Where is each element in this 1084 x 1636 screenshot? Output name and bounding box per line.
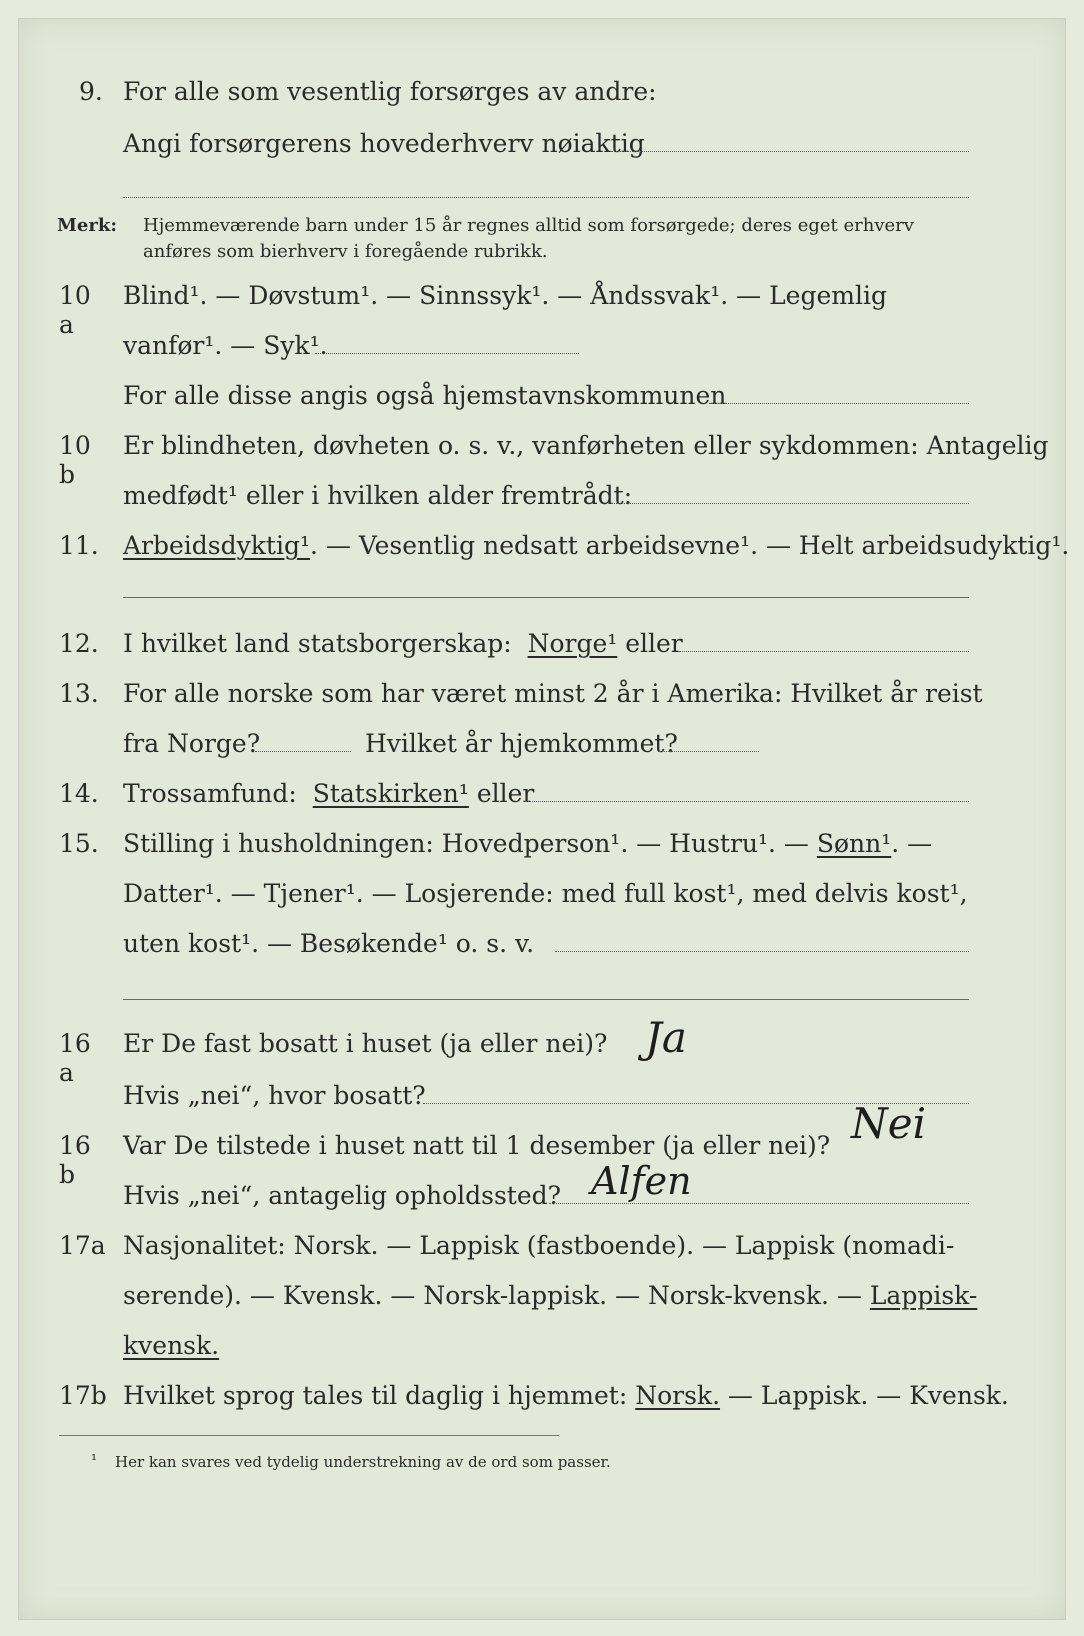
answer-line[interactable] <box>555 951 969 952</box>
question-number: 10 a <box>59 281 91 339</box>
question-text <box>123 531 1069 560</box>
question-number: 16 b <box>59 1131 91 1189</box>
handwritten-answer[interactable]: Nei <box>851 1099 927 1148</box>
question-text: Angi forsørgerens hovederhverv nøiaktig <box>123 129 645 158</box>
footnote-divider <box>59 1435 559 1436</box>
question-text: vanfør¹. — Syk¹. <box>123 331 328 360</box>
question-text: uten kost¹. — Besøkende¹ o. s. v. <box>123 929 535 958</box>
answer-line[interactable] <box>123 197 969 198</box>
selected-option[interactable]: Statskirken¹ <box>312 779 469 808</box>
question-text: fra Norge? <box>123 729 261 758</box>
selected-option[interactable]: Norsk. <box>635 1381 721 1410</box>
question-text <box>123 629 683 658</box>
answer-line[interactable] <box>123 999 969 1000</box>
question-number: 10 b <box>59 431 91 489</box>
question-text: Er De fast bosatt i huset (ja eller nei)? <box>123 1029 608 1058</box>
question-label: eller <box>625 629 683 658</box>
question-number: 16 a <box>59 1029 91 1087</box>
question-number: 9. <box>79 77 103 106</box>
note-text: Hjemmeværende barn under 15 år regnes alltid som forsørgede; deres eget erhverv <box>143 215 914 236</box>
question-text <box>123 1281 977 1310</box>
handwritten-answer[interactable]: Alfen <box>591 1159 692 1203</box>
answer-line[interactable] <box>123 597 969 598</box>
options-text: Stilling i husholdningen: Hovedperson¹. — Hustru¹. — <box>123 829 809 858</box>
options-text: serende). — Kvensk. — Norsk-lappisk. — Norsk-kvensk. — <box>123 1281 862 1310</box>
question-text <box>123 1381 1009 1410</box>
question-number: 17b <box>59 1381 107 1410</box>
question-number: 17a <box>59 1231 106 1260</box>
selected-option[interactable]: Sønn¹ <box>816 829 892 858</box>
note-text: anføres som bierhverv i foregående rubrikk. <box>143 241 548 262</box>
answer-line[interactable] <box>611 151 969 152</box>
question-label: Hvilket sprog tales til daglig i hjemmet: <box>123 1381 628 1410</box>
question-text: Er blindheten, døvheten o. s. v., vanførheten eller sykdommen: Antagelig <box>123 431 1049 460</box>
question-number: 14. <box>59 779 99 808</box>
question-text: medfødt¹ eller i hvilken alder fremtrådt: <box>123 481 633 510</box>
census-form-page <box>18 18 1070 1620</box>
selected-option[interactable]: kvensk. <box>123 1331 220 1360</box>
selected-option[interactable]: Norge¹ <box>527 629 618 658</box>
answer-line[interactable] <box>611 503 969 504</box>
question-text: Hvis „nei“, antagelig opholdssted? <box>123 1181 562 1210</box>
answer-line[interactable] <box>679 651 969 652</box>
question-text: Blind¹. — Døvstum¹. — Sinnssyk¹. — Åndssvak¹. — Legemlig <box>123 281 887 310</box>
question-number: 13. <box>59 679 99 708</box>
question-label: eller <box>476 779 535 808</box>
question-text: Hvis „nei“, hvor bosatt? <box>123 1081 426 1110</box>
footnote-text: Her kan svares ved tydelig understrekning av de ord som passer. <box>115 1453 611 1471</box>
note-label: Merk: <box>57 215 117 236</box>
options-text: — Lappisk. — Kvensk. <box>727 1381 1009 1410</box>
answer-line[interactable] <box>659 751 759 752</box>
question-text <box>123 829 932 858</box>
answer-line[interactable] <box>525 801 969 802</box>
options-text: . — Vesentlig nedsatt arbeidsevne¹. — Helt arbeidsudyktig¹. <box>309 531 1070 560</box>
question-text <box>123 779 534 808</box>
question-text: Datter¹. — Tjener¹. — Losjerende: med full kost¹, med delvis kost¹, <box>123 879 968 908</box>
question-number: 11. <box>59 531 99 560</box>
selected-option[interactable]: Arbeidsdyktig¹ <box>123 531 310 560</box>
question-text: For alle disse angis også hjemstavnskommunen <box>123 381 727 410</box>
question-number: 15. <box>59 829 99 858</box>
selected-option[interactable]: Lappisk- <box>869 1281 978 1310</box>
question-text: Var De tilstede i huset natt til 1 desember (ja eller nei)? <box>123 1131 831 1160</box>
question-label: I hvilket land statsborgerskap: <box>123 629 512 658</box>
answer-line[interactable] <box>315 353 579 354</box>
question-text: For alle som vesentlig forsørges av andre: <box>123 77 657 106</box>
options-text: . — <box>891 829 933 858</box>
answer-line[interactable] <box>549 1203 969 1204</box>
question-number: 12. <box>59 629 99 658</box>
footnote-mark: ¹ <box>91 1451 98 1469</box>
question-text: Hvilket år hjemkommet? <box>365 729 678 758</box>
question-label: Trossamfund: <box>123 779 297 808</box>
answer-line[interactable] <box>255 751 351 752</box>
question-text: Nasjonalitet: Norsk. — Lappisk (fastboende). — Lappisk (nomadi- <box>123 1231 955 1260</box>
handwritten-answer[interactable]: Ja <box>645 1013 687 1062</box>
answer-line[interactable] <box>709 403 969 404</box>
question-text: For alle norske som har været minst 2 år i Amerika: Hvilket år reist <box>123 679 983 708</box>
